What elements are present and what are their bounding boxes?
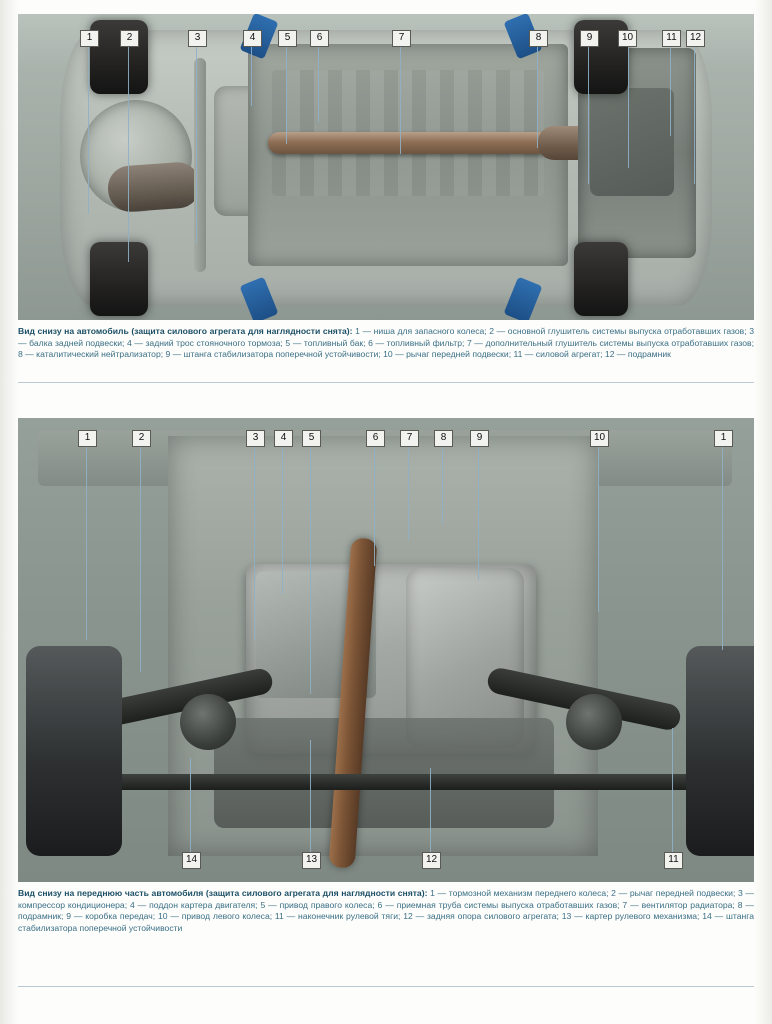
leader-line (694, 44, 695, 184)
callout-9: 9 (580, 30, 599, 47)
callout-10: 10 (618, 30, 637, 47)
leader-line (598, 444, 599, 612)
callout-12: 12 (422, 852, 441, 869)
leader-line (430, 768, 431, 852)
caption-body: 1 — ниша для запасного колеса; 2 — основной глушитель системы выпуска отработавших газов; 3 — балка задней подвески; 4 — задний трос стояночного тормоза; 5 — топливный бак; 6 — топливный фильтр; 7 — дополнительный глушитель системы выпуска отработавших газов; 8 — каталитический нейтрализатор; 9 — штанга стабилизатора поперечной устойчивости; 10 — рычаг передней подвески; 11 — силовой агрегат; 12 — подрамник (18, 326, 754, 360)
anti-roll-bar (78, 774, 698, 790)
front-underbody-photo (18, 418, 754, 882)
callout-14: 14 (182, 852, 201, 869)
callout-7: 7 (400, 430, 419, 447)
callout-5: 5 (302, 430, 321, 447)
front-right-tire (686, 646, 754, 856)
callout-12: 12 (686, 30, 705, 47)
callout-4: 4 (274, 430, 293, 447)
front-right-wheel (574, 242, 628, 316)
callout-3: 3 (188, 30, 207, 47)
callout-5: 5 (278, 30, 297, 47)
floor-pan (248, 44, 568, 266)
leader-line (588, 44, 589, 184)
leader-line (140, 444, 141, 672)
leader-line (254, 444, 255, 640)
front-left-tire (26, 646, 122, 856)
callout-1: 1 (80, 30, 99, 47)
callout-9: 9 (470, 430, 489, 447)
callout-7: 7 (392, 30, 411, 47)
callout-8: 8 (434, 430, 453, 447)
leader-line (282, 444, 283, 594)
callout-8: 8 (529, 30, 548, 47)
page-edge-right (754, 0, 772, 1024)
callout-11: 11 (662, 30, 681, 47)
leader-line (374, 444, 375, 566)
callout-10: 10 (590, 430, 609, 447)
leader-line (672, 728, 673, 852)
front-subframe (214, 718, 554, 828)
leader-line (408, 444, 409, 540)
leader-line (442, 444, 443, 524)
caption-body: 1 — тормозной механизм переднего колеса; 2 — рычаг передней подвески; 3 — компрессор кондиционера; 4 — поддон картера двигателя; 5 — привод правого колеса; 6 — приемная труба системы выпуска отработавших газов; 7 — вентилятор радиатора; 8 — подрамник; 9 — коробка передач; 10 — привод левого колеса; 11 — наконечник рулевой тяги; 12 — задняя опора силового агрегата; 13 — картер рулевого механизма; 14 — штанга стабилизатора поперечной устойчивости (18, 888, 754, 933)
leader-line (722, 444, 723, 650)
callout-4: 4 (243, 30, 262, 47)
callout-1: 1 (78, 430, 97, 447)
callout-6: 6 (366, 430, 385, 447)
leader-line (310, 444, 311, 694)
leader-line (537, 44, 538, 148)
callout-2: 2 (120, 30, 139, 47)
leader-line (86, 444, 87, 640)
leader-line (128, 44, 129, 262)
main-muffler (107, 161, 202, 213)
leader-line (88, 44, 89, 214)
leader-line (190, 758, 191, 852)
caption-divider (18, 382, 754, 383)
leader-line (318, 44, 319, 122)
caption-title: Вид снизу на автомобиль (защита силового агрегата для наглядности снята): (18, 326, 353, 336)
callout-2: 2 (132, 430, 151, 447)
figure-front-underbody-view (18, 418, 754, 882)
leader-line (310, 740, 311, 852)
page-edge-left (0, 0, 18, 1024)
leader-line (251, 44, 252, 106)
left-brake-assembly (180, 694, 236, 750)
leader-line (196, 44, 197, 244)
callout-6: 6 (310, 30, 329, 47)
right-brake-assembly (566, 694, 622, 750)
caption-front-underbody-view (18, 888, 754, 934)
caption-divider (18, 986, 754, 987)
caption-underbody-view (18, 326, 754, 361)
exhaust-pipe (268, 132, 558, 154)
caption-title: Вид снизу на переднюю часть автомобиля (защита силового агрегата для наглядности снята): (18, 888, 428, 898)
callout-13: 13 (302, 852, 321, 869)
leader-line (670, 44, 671, 136)
callout-3: 3 (246, 430, 265, 447)
leader-line (628, 44, 629, 168)
callout-1b: 1 (714, 430, 733, 447)
rear-right-wheel (90, 242, 148, 316)
leader-line (400, 44, 401, 154)
leader-line (286, 44, 287, 144)
callout-11: 11 (664, 852, 683, 869)
leader-line (478, 444, 479, 580)
figure-underbody-view (18, 14, 754, 320)
